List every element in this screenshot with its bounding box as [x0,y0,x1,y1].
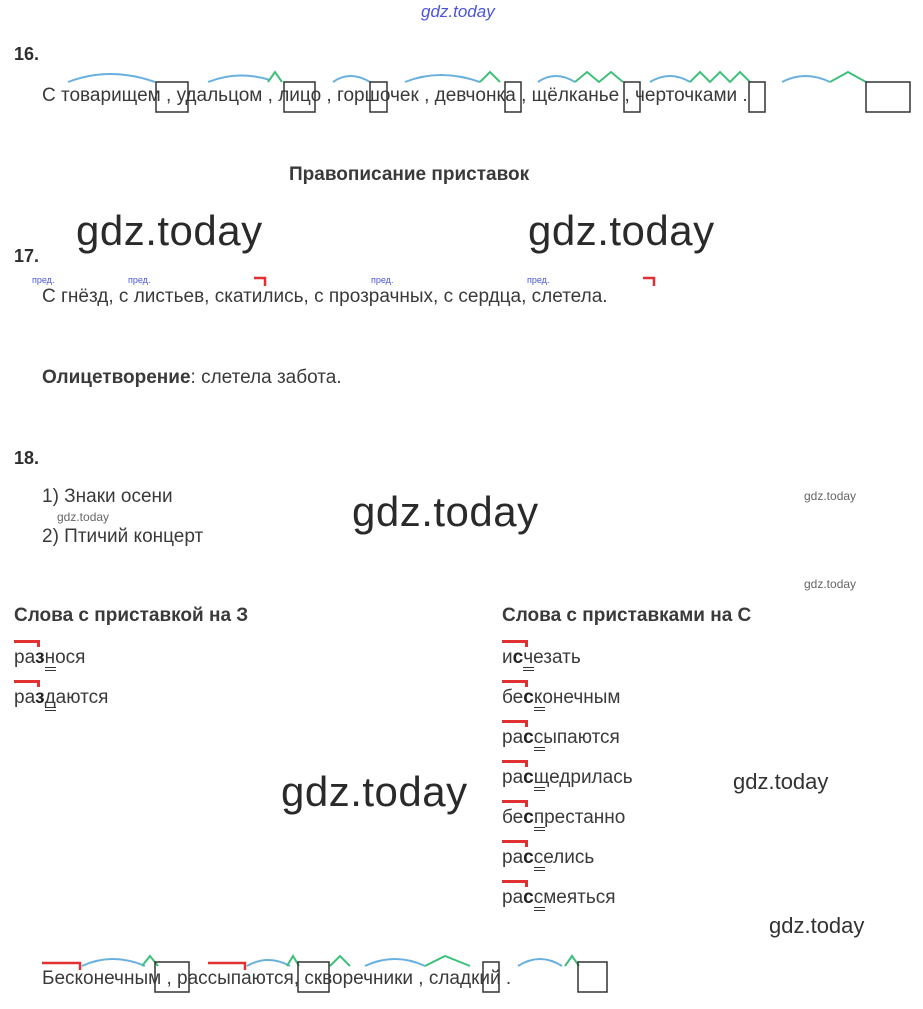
letter-underline [523,667,534,671]
letter-underline [534,747,545,751]
highlighted-letter: с [523,847,534,868]
letter-underline [45,707,56,711]
section-title: Правописание приставок [289,164,530,185]
word-prefix-start: ра [502,847,524,868]
word-prefix-start: и [502,647,513,668]
personification-text: : слетела забота. [190,367,342,388]
highlighted-letter: з [35,647,45,668]
right-word-item [502,767,633,789]
word-prefix-start: ра [502,727,524,748]
word-prefix-start: ра [14,647,36,668]
word-rest: нося [45,647,86,668]
exercise-16-text: С товарищем , удальцом , лицо , горшочек , девчонка , щёлканье , черточками . [42,85,748,106]
watermark-big-2: gdz.today [528,207,715,254]
highlighted-letter: с [523,687,534,708]
exercise-17-text: С гнёзд, с листьев, скатились, с прозрачных, с сердца, слетела. [42,286,608,307]
letter-underline [534,867,545,871]
watermark-small-3: gdz.today [804,577,857,591]
right-word-item [502,887,616,909]
word-rest: смеяться [534,887,616,908]
watermark-big-3: gdz.today [352,488,539,535]
left-word-item [14,647,85,669]
prefix-mark [502,800,528,807]
word-prefix-start: бе [502,807,524,828]
pred-label-2: пред. [128,275,151,285]
prefix-mark [502,760,528,767]
word-prefix-start: бе [502,687,524,708]
item-1: 1) Знаки осени [42,486,173,507]
personification-line [42,367,342,389]
pred-label-1: пред. [32,275,55,285]
personification-label: Олицетворение [42,367,191,388]
left-word-item [14,687,108,709]
word-rest: конечным [534,687,621,708]
highlighted-letter: с [523,807,534,828]
watermark-mid-2: gdz.today [769,913,865,938]
word-prefix-start: ра [502,887,524,908]
watermark-small-1: gdz.today [57,510,110,524]
word-rest: даются [45,687,109,708]
letter-underline [534,707,545,711]
watermark-big-4: gdz.today [281,768,468,815]
pred-label-3: пред. [371,275,394,285]
watermark-small-2: gdz.today [804,489,857,503]
exercise-17-number: 17. [14,246,40,266]
letter-underline [534,827,545,831]
highlighted-letter: с [523,767,534,788]
letter-underline [534,907,545,911]
word-prefix-start: ра [502,767,524,788]
highlighted-letter: с [523,727,534,748]
word-rest: селись [534,847,595,868]
word-rest: щедрилась [534,767,633,788]
right-word-item [502,727,620,749]
right-word-item [502,687,620,709]
exercise-16-number: 16. [14,44,40,64]
col-right-title: Слова с приставками на С [502,605,752,626]
highlighted-letter: с [523,887,534,908]
prefix-mark [502,720,528,727]
highlighted-letter: с [512,647,524,668]
exercise-18-number: 18. [14,448,40,468]
right-word-item [502,847,594,869]
bottom-line: Бесконечным , рассыпаются, скворечники , сладкий . [42,968,512,989]
highlighted-letter: з [35,687,45,708]
word-prefix-start: ра [14,687,36,708]
prefix-mark [502,880,528,887]
prefix-mark [502,680,528,687]
watermark-top: gdz.today [421,2,495,21]
prefix-mark [14,680,40,687]
prefix-mark [502,840,528,847]
word-rest: чезать [523,647,581,668]
prefix-mark [14,640,40,647]
pred-label-4: пред. [527,275,550,285]
item-2: 2) Птичий концерт [42,526,204,547]
right-word-item [502,647,581,669]
watermark-big-1: gdz.today [76,207,263,254]
letter-underline [45,667,56,671]
col-left-title: Слова с приставкой на З [14,605,249,626]
right-word-item [502,807,625,829]
watermark-mid-1: gdz.today [733,769,829,794]
word-rest: престанно [534,807,626,828]
letter-underline [534,787,545,791]
prefix-mark [502,640,528,647]
word-rest: сыпаются [534,727,620,748]
